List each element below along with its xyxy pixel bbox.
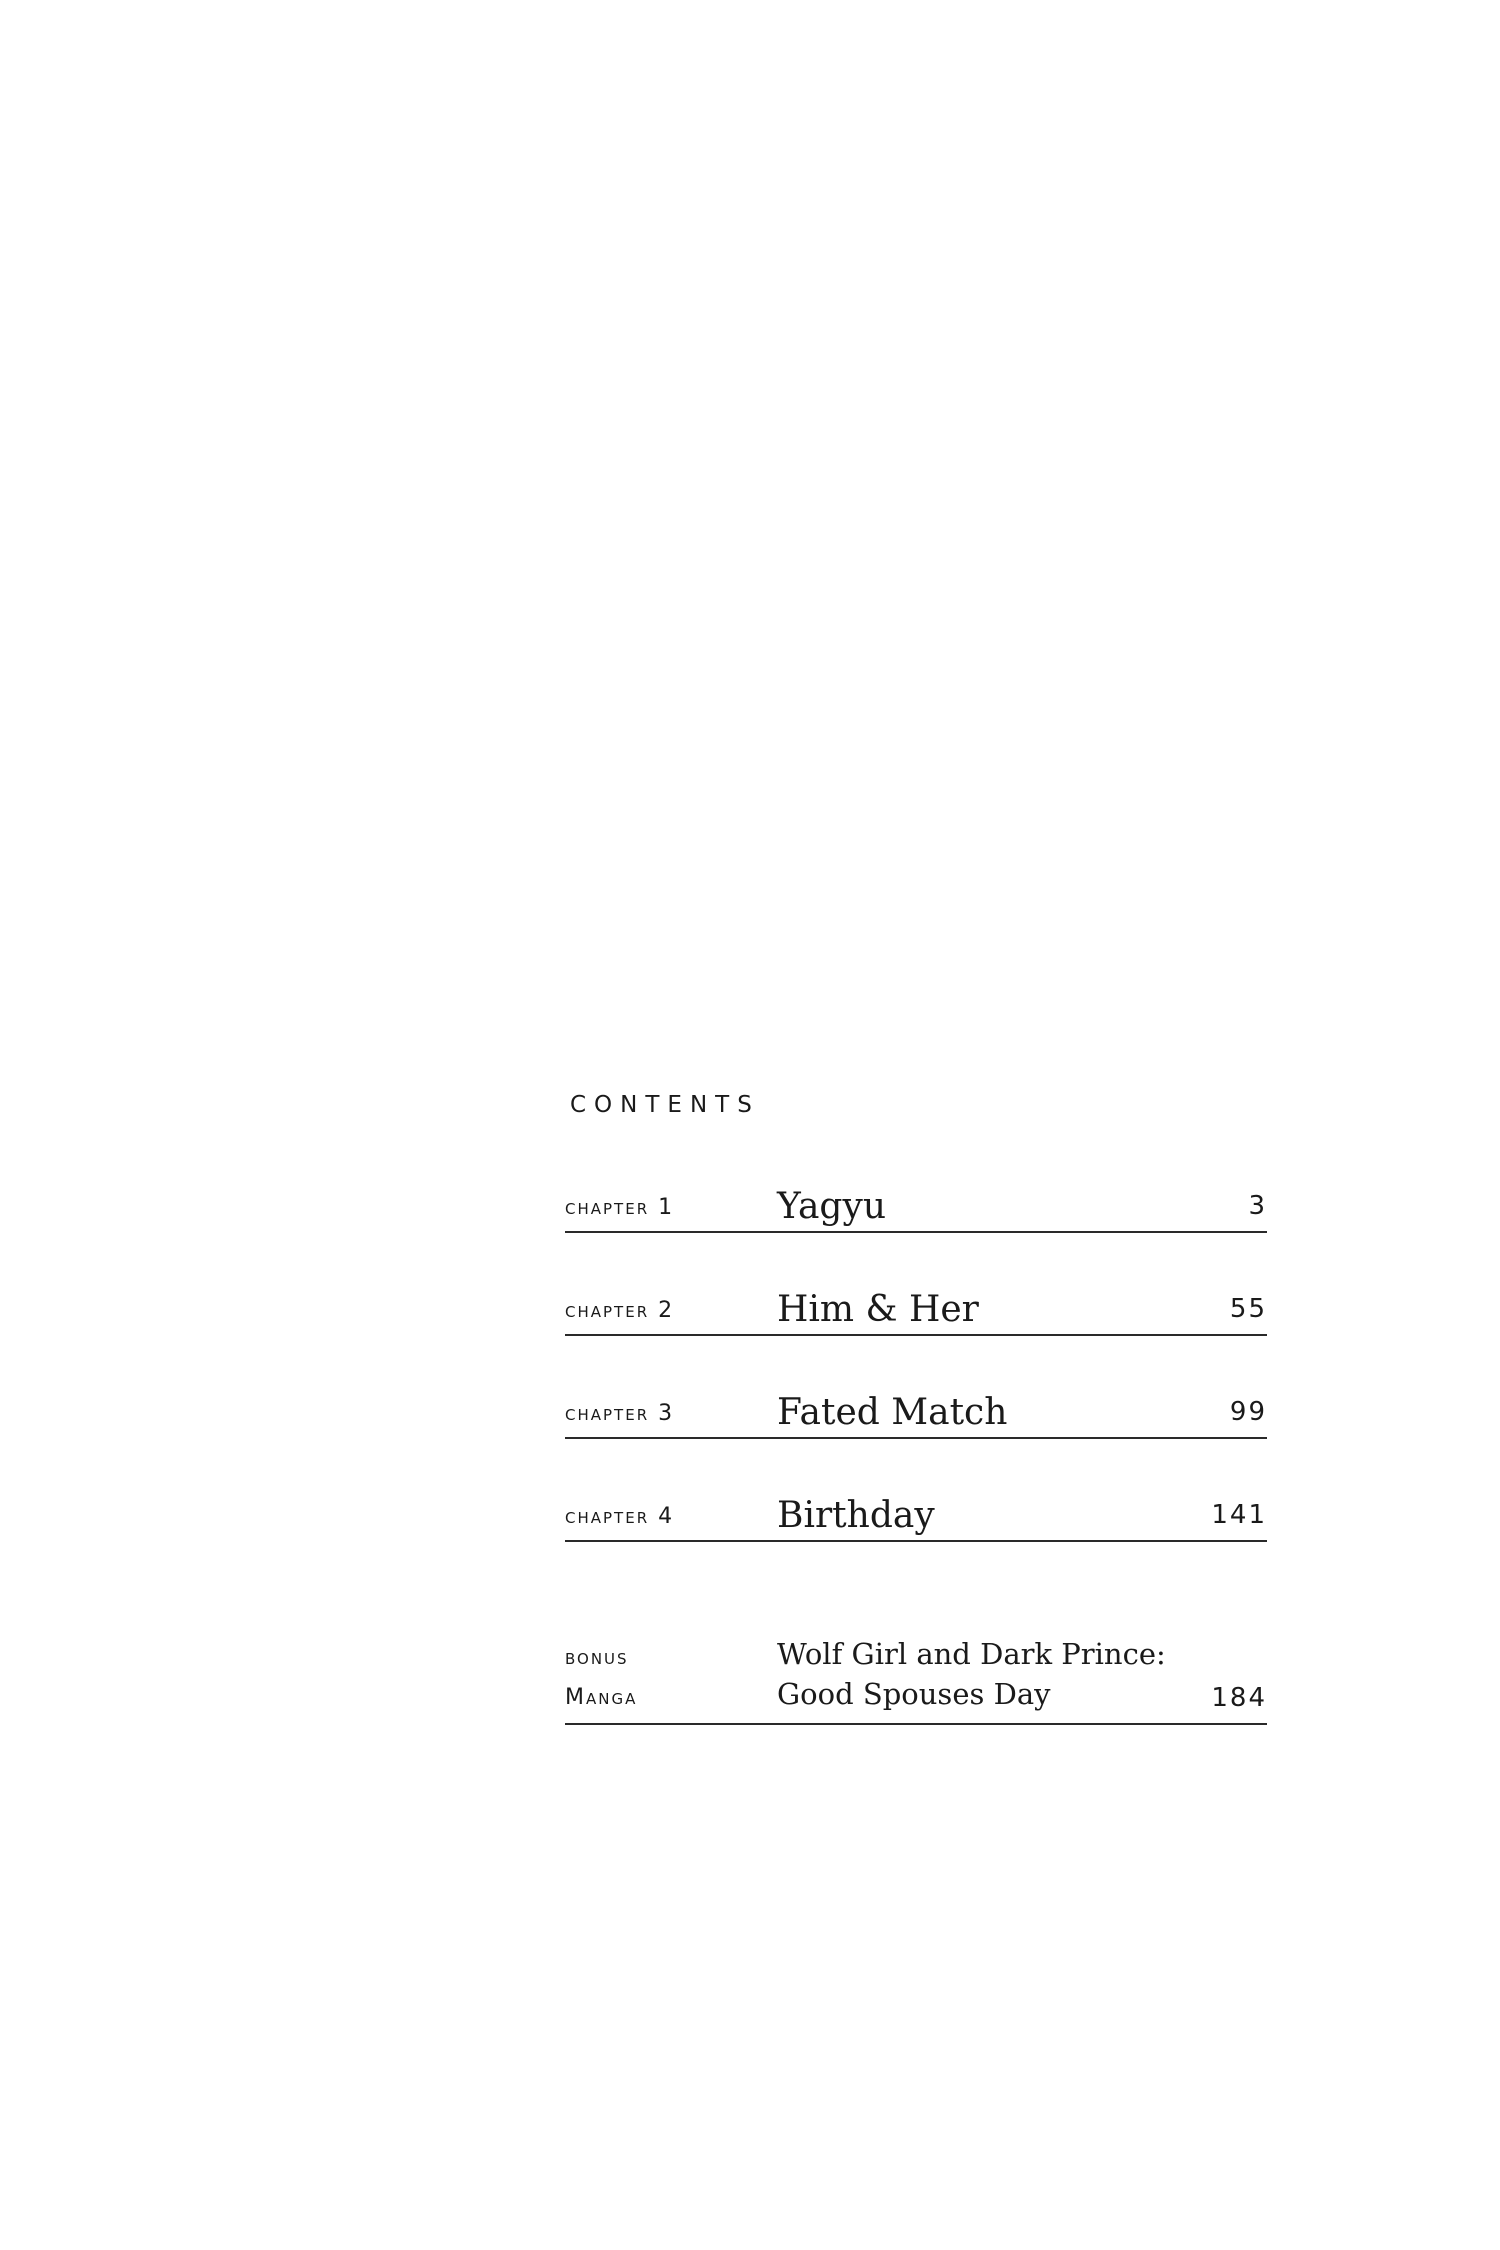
page-number: 99 [1229,1397,1267,1427]
bonus-label-line-1: bonus [565,1645,629,1670]
bonus-title-line-2: Good Spouses Day [777,1677,1051,1711]
page-number: 3 [1248,1191,1267,1221]
toc-row-bonus-manga [565,1630,1267,1725]
chapter-label: chapter 3 [565,1401,675,1426]
toc-row-chapter-2 [565,1278,1267,1336]
chapter-label: chapter 4 [565,1504,675,1529]
bonus-title [777,1634,1166,1714]
toc-row-chapter-3 [565,1381,1267,1439]
bonus-label-line-2: Manga [565,1685,638,1710]
chapter-title: Yagyu [777,1186,887,1227]
chapter-title: Birthday [777,1495,935,1536]
toc-row-chapter-4 [565,1484,1267,1542]
chapter-title: Him & Her [777,1289,979,1330]
page-number: 184 [1211,1683,1267,1713]
bonus-title-line-1: Wolf Girl and Dark Prince: [777,1637,1166,1671]
contents-heading: CONTENTS [570,1092,760,1118]
toc-row-chapter-1 [565,1175,1267,1233]
chapter-label: chapter 2 [565,1298,675,1323]
bonus-label [565,1638,637,1718]
chapter-label: chapter 1 [565,1195,675,1220]
page-number: 141 [1211,1500,1267,1530]
chapter-title: Fated Match [777,1392,1008,1433]
page-number: 55 [1229,1294,1267,1324]
